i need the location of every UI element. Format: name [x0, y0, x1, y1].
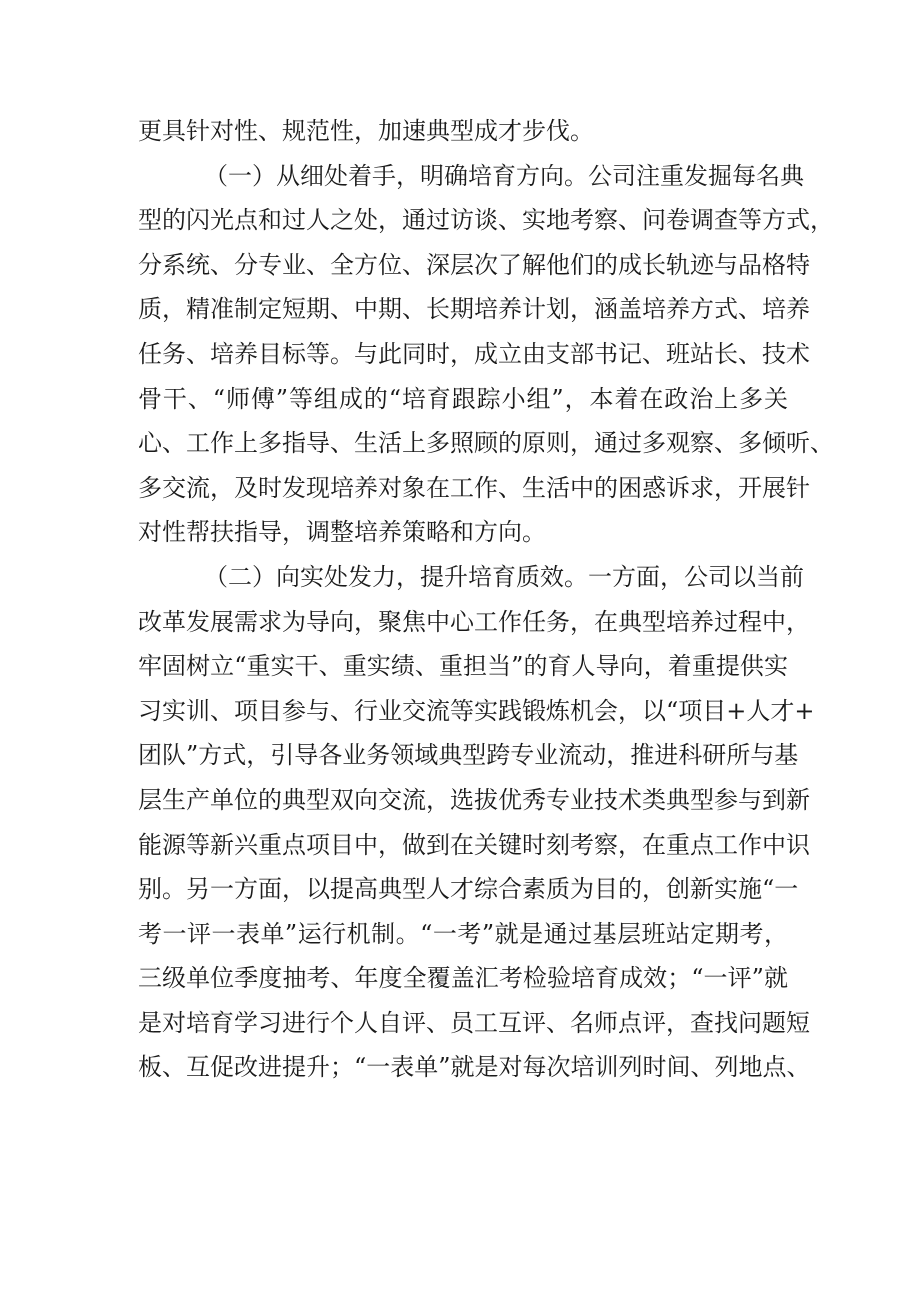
text-line: （一）从细处着手，明确培育方向。公司注重发掘每名典	[204, 161, 804, 190]
text-line: 板、互促改进提升；“一表单”就是对每次培训列时间、列地点、	[138, 1053, 811, 1082]
text-line: 心、工作上多指导、生活上多照顾的原则，通过多观察、多倾听、	[138, 429, 834, 458]
text-line: 是对培育学习进行个人自评、员工互评、名师点评，查找问题短	[138, 1008, 810, 1037]
paragraph-section-two	[138, 555, 815, 1090]
text-line: 牢固树立“重实干、重实绩、重担当”的育人导向，着重提供实	[138, 652, 788, 681]
text-line: 层生产单位的典型双向交流，选拔优秀专业技术类典型参与到新	[138, 785, 810, 814]
paragraph-continuation	[138, 109, 788, 154]
text-line: 更具针对性、规范性，加速典型成才步伐。	[138, 117, 594, 145]
text-line: 型的闪光点和过人之处，通过访谈、实地考察、问卷调查等方式，	[138, 206, 834, 235]
text-line: 分系统、分专业、全方位、深层次了解他们的成长轨迹与品格特	[138, 250, 810, 279]
text-line: 别。另一方面，以提高典型人才综合素质为目的，创新实施“一	[138, 875, 799, 904]
text-line: 改革发展需求为导向，聚焦中心工作任务，在典型培养过程中，	[138, 607, 810, 636]
text-line: 多交流，及时发现培养对象在工作、生活中的困惑诉求，开展针	[138, 473, 810, 502]
document-body	[138, 109, 834, 1090]
text-line: 团队”方式，引导各业务领域典型跨专业流动，推进科研所与基	[138, 741, 799, 770]
text-line: 任务、培养目标等。与此同时，成立由支部书记、班站长、技术	[138, 339, 810, 368]
text-line: 质，精准制定短期、中期、长期培养计划，涵盖培养方式、培养	[138, 295, 810, 324]
text-line: 能源等新兴重点项目中，做到在关键时刻考察，在重点工作中识	[138, 830, 810, 859]
text-line: 考一评一表单”运行机制。“一考”就是通过基层班站定期考，	[138, 919, 788, 948]
text-line: 对性帮扶指导，调整培养策略和方向。	[138, 518, 546, 547]
text-line: 骨干、“师傅”等组成的“培育跟踪小组”，本着在政治上多关	[138, 384, 788, 413]
text-line: 习实训、项目参与、行业交流等实践锻炼机会，以“项目+人才+	[138, 696, 815, 725]
text-line: 三级单位季度抽考、年度全覆盖汇考检验培育成效；“一评”就	[138, 964, 788, 993]
text-line: （二）向实处发力，提升培育质效。一方面，公司以当前	[204, 562, 804, 591]
paragraph-section-one	[138, 154, 834, 555]
